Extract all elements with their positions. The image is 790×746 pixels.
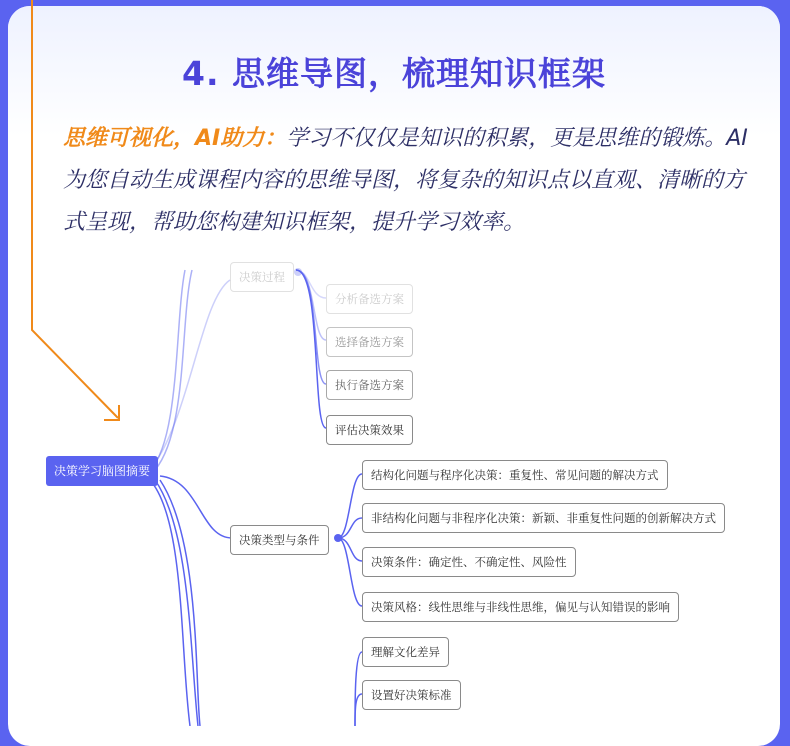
mindmap-root-node[interactable]: 决策学习脑图摘要 <box>46 456 158 486</box>
types-child-4[interactable]: 决策风格：线性思维与非线性思维，偏见与认知错误的影响 <box>362 592 679 622</box>
more-child-1[interactable]: 理解文化差异 <box>362 637 449 667</box>
types-junction-dot <box>334 534 342 542</box>
intro-highlight: 思维可视化，AI助力： <box>63 126 287 151</box>
more-child-2[interactable]: 设置好决策标准 <box>362 680 461 710</box>
types-node[interactable]: 决策类型与条件 <box>230 525 329 555</box>
process-child-4[interactable]: 评估决策效果 <box>326 415 413 445</box>
process-child-2[interactable]: 选择备选方案 <box>326 327 413 357</box>
process-child-1[interactable]: 分析备选方案 <box>326 284 413 314</box>
types-child-3[interactable]: 决策条件：确定性、不确定性、风险性 <box>362 547 576 577</box>
orange-arrow-line <box>32 0 118 418</box>
types-child-2[interactable]: 非结构化问题与非程序化决策：新颖、非重复性问题的创新解决方式 <box>362 503 725 533</box>
section-title: 4. 思维导图，梳理知识框架 <box>182 54 606 93</box>
types-child-1[interactable]: 结构化问题与程序化决策：重复性、常见问题的解决方式 <box>362 460 668 490</box>
process-junction-dot <box>294 268 302 276</box>
intro-text: 学习不仅仅是知识的积累，更是思维的锻炼。AI为您自动生成课程内容的思维导图，将复杂的知识点以直观、清晰的方式呈现，帮助您构建知识框架，提升学习效率。 <box>63 126 748 235</box>
process-child-3[interactable]: 执行备选方案 <box>326 370 413 400</box>
process-node[interactable]: 决策过程 <box>230 262 294 292</box>
